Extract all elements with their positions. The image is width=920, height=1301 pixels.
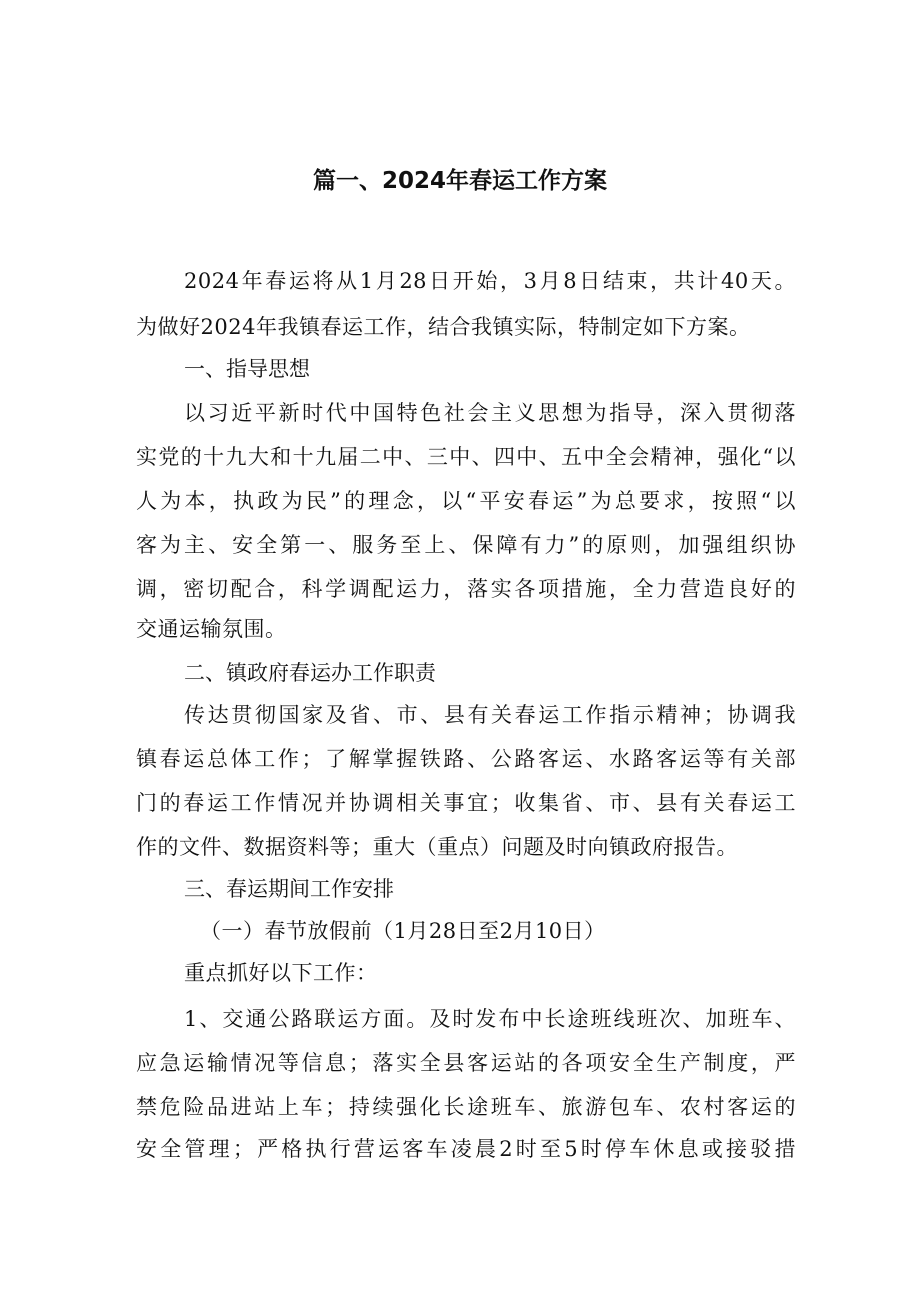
- section-1-line-2: 实党的十九大和十九届二中、三中、四中、五中全会精神，强化“以: [136, 445, 796, 469]
- section-2-line-2: 镇春运总体工作；了解掌握铁路、公路客运、水路客运等有关部: [136, 747, 796, 771]
- section-3-line-3: 禁危险品进站上车；持续强化长途班车、旅游包车、农村客运的: [136, 1095, 796, 1119]
- section-1-line-4: 客为主、安全第一、服务至上、保障有力”的原则，加强组织协: [136, 533, 796, 557]
- section-2-heading: 二、镇政府春运办工作职责: [184, 661, 436, 685]
- section-3-sub-1: （一）春节放假前（1月28日至2月10日）: [200, 919, 606, 943]
- section-1-line-3: 人为本，执政为民”的理念，以“平安春运”为总要求，按照“以: [136, 489, 796, 513]
- intro-line-2: 为做好2024年我镇春运工作，结合我镇实际，特制定如下方案。: [136, 315, 751, 339]
- section-2-line-1: 传达贯彻国家及省、市、县有关春运工作指示精神；协调我: [184, 703, 796, 727]
- section-2-line-3: 门的春运工作情况并协调相关事宜；收集省、市、县有关春运工: [136, 791, 796, 815]
- section-3-line-1: 1、交通公路联运方面。及时发布中长途班线班次、加班车、: [184, 1007, 796, 1031]
- section-2-line-4: 作的文件、数据资料等；重大（重点）问题及时向镇政府报告。: [136, 835, 738, 859]
- section-3-line-2: 应急运输情况等信息；落实全县客运站的各项安全生产制度，严: [136, 1051, 796, 1075]
- document-title: 篇一、2024年春运工作方案: [312, 168, 607, 194]
- section-1-line-1: 以习近平新时代中国特色社会主义思想为指导，深入贯彻落: [184, 401, 796, 425]
- intro-line-1: 2024年春运将从1月28日开始，3月8日结束，共计40天。: [184, 269, 796, 293]
- section-3-focus: 重点抓好以下工作：: [184, 961, 378, 985]
- section-1-line-6: 交通运输氛围。: [136, 617, 287, 641]
- section-3-line-4: 安全管理；严格执行营运客车凌晨2时至5时停车休息或接驳措: [136, 1137, 796, 1161]
- section-1-line-5: 调，密切配合，科学调配运力，落实各项措施，全力营造良好的: [136, 577, 796, 601]
- section-1-heading: 一、指导思想: [184, 357, 310, 381]
- section-3-heading: 三、春运期间工作安排: [184, 877, 394, 901]
